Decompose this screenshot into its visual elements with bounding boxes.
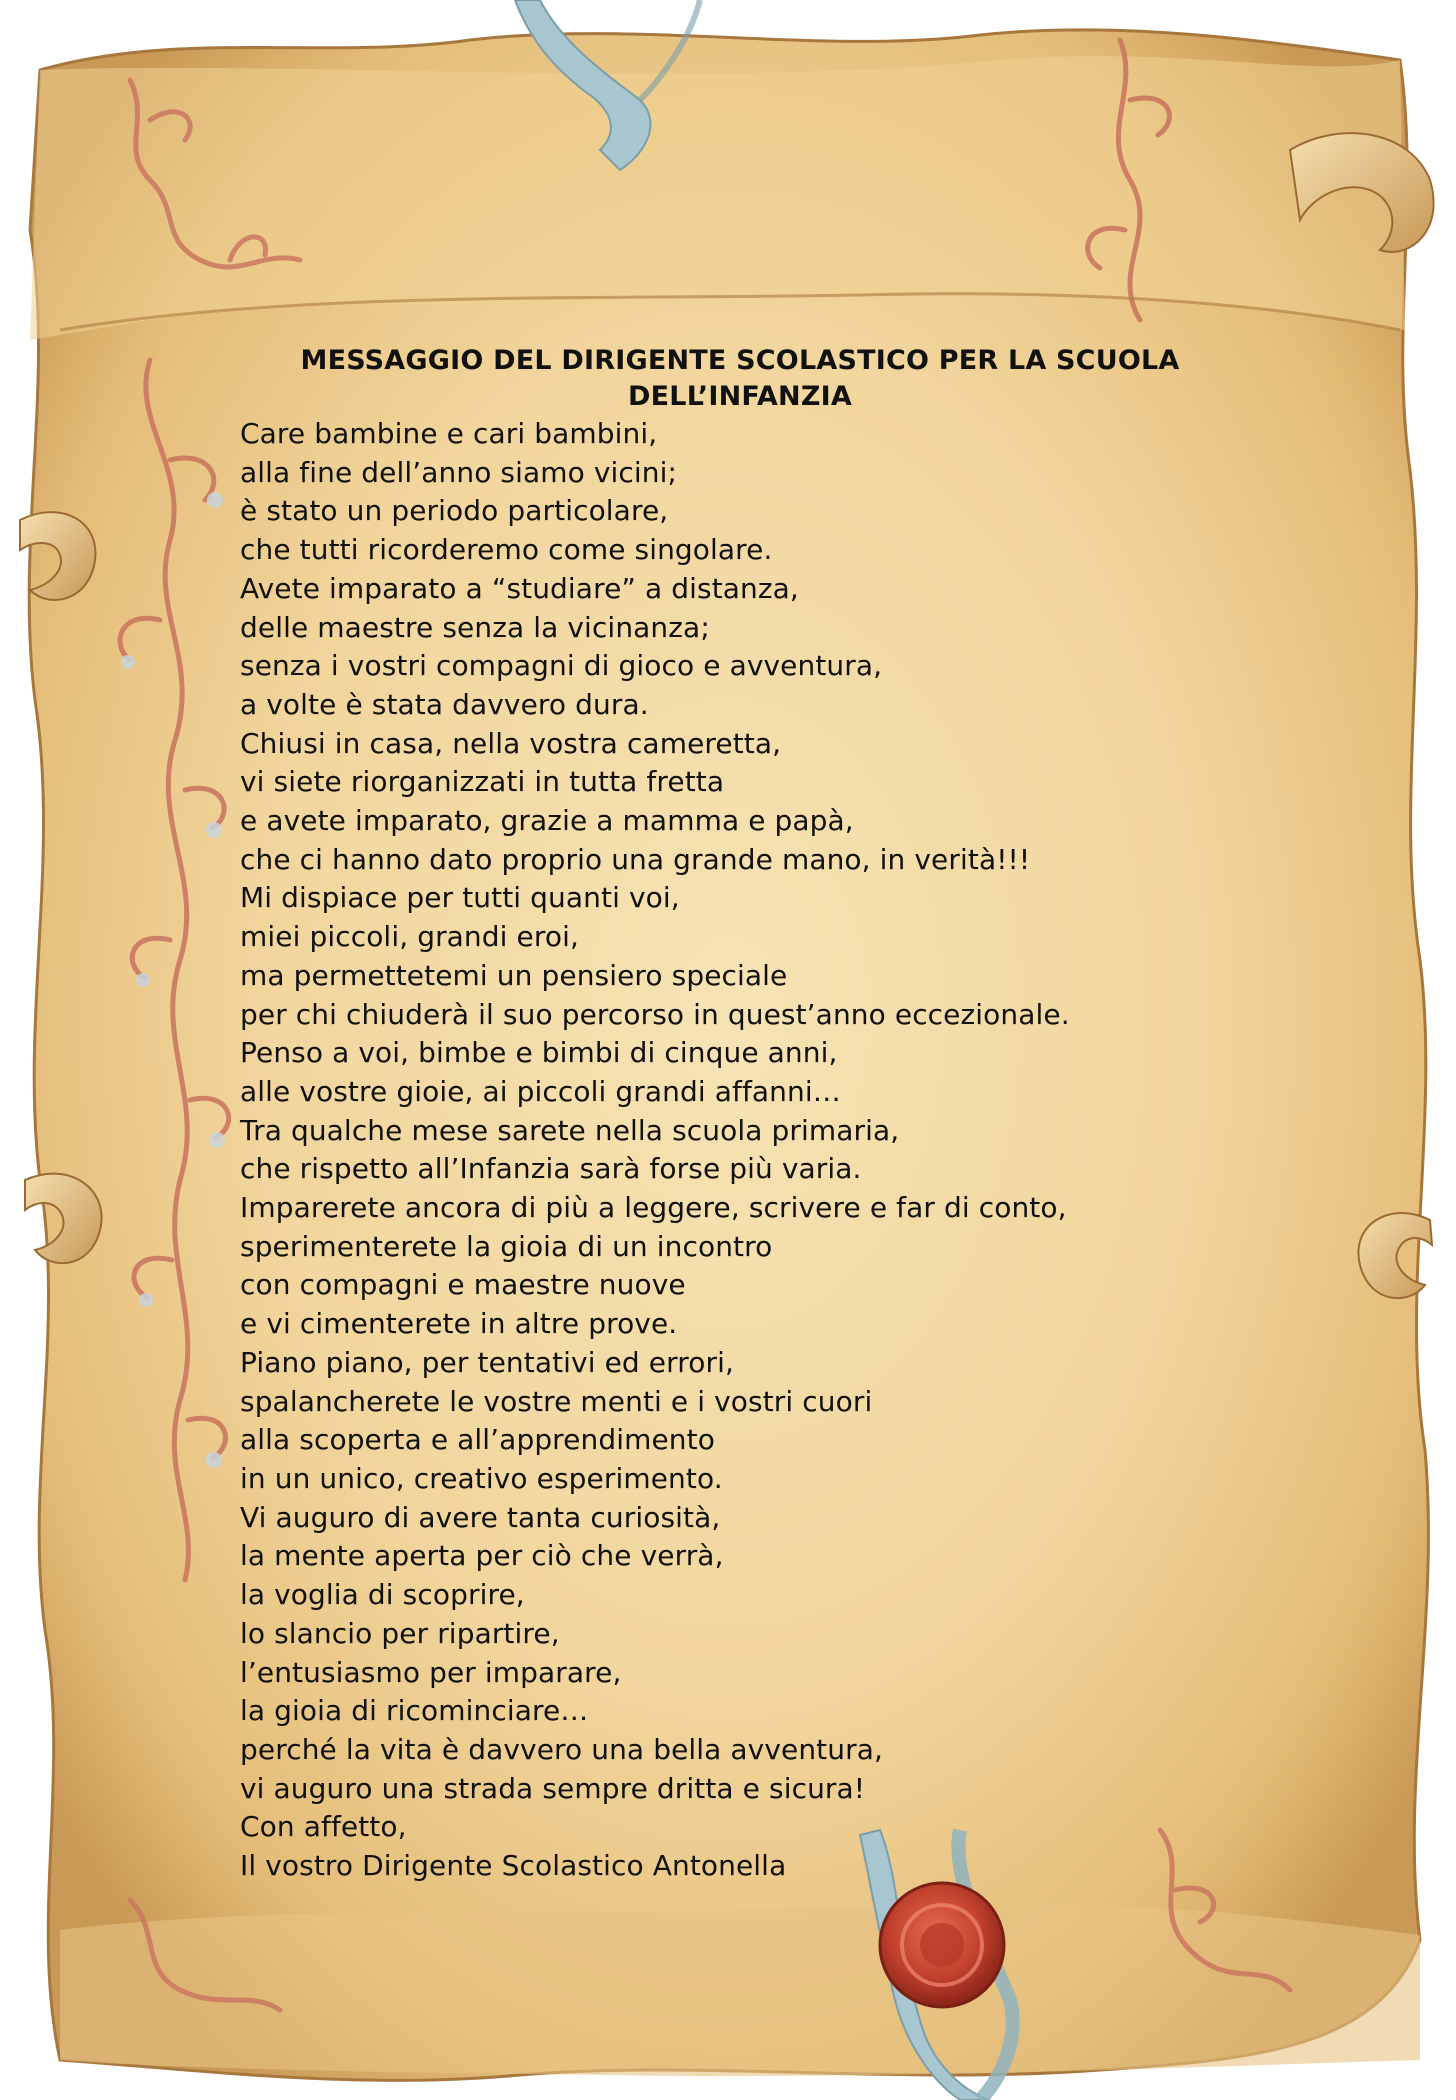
poem-line: Imparerete ancora di più a leggere, scrivere e far di conto,: [240, 1191, 1067, 1225]
poem-line: spalancherete le vostre menti e i vostri cuori: [240, 1384, 873, 1418]
poem-line: Il vostro Dirigente Scolastico Antonella: [240, 1849, 787, 1883]
poem-line: e vi cimenterete in altre prove.: [240, 1307, 678, 1341]
poem-line: Penso a voi, bimbe e bimbi di cinque anni,: [240, 1036, 838, 1070]
poem-line: perché la vita è davvero una bella avventura,: [240, 1732, 883, 1766]
poem: [240, 415, 1280, 1886]
poem-line: e avete imparato, grazie a mamma e papà,: [240, 804, 854, 838]
poem-line: l’entusiasmo per imparare,: [240, 1655, 622, 1689]
poem-line: vi auguro una strada sempre dritta e sicura!: [240, 1771, 866, 1805]
poem-line: alla fine dell’anno siamo vicini;: [240, 455, 678, 489]
poem-line: Chiusi in casa, nella vostra cameretta,: [240, 726, 782, 760]
poem-line: con compagni e maestre nuove: [240, 1268, 686, 1302]
poem-line: in un unico, creativo esperimento.: [240, 1461, 723, 1495]
message-title: [240, 343, 1240, 415]
poem-line: che tutti ricorderemo come singolare.: [240, 533, 773, 567]
right-curl: [1358, 1213, 1432, 1298]
poem-line: Vi auguro di avere tanta curiosità,: [240, 1500, 721, 1534]
poem-line: Tra qualche mese sarete nella scuola primaria,: [240, 1113, 900, 1147]
poem-line: Mi dispiace per tutti quanti voi,: [240, 881, 680, 915]
poem-line: a volte è stata davvero dura.: [240, 687, 649, 721]
poem-line: la gioia di ricominciare…: [240, 1694, 589, 1728]
poem-line: che ci hanno dato proprio una grande mano, in verità!!!: [240, 842, 1031, 876]
message-body: [240, 343, 1280, 1886]
poem-line: miei piccoli, grandi eroi,: [240, 920, 579, 954]
title-line: MESSAGGIO DEL DIRIGENTE SCOLASTICO PER LA SCUOLA: [300, 345, 1180, 376]
poem-line: alle vostre gioie, ai piccoli grandi affanni…: [240, 1074, 841, 1108]
bottom-roll: [60, 1903, 1420, 2076]
poem-line: la mente aperta per ciò che verrà,: [240, 1539, 724, 1573]
poem-line: ma permettetemi un pensiero speciale: [240, 958, 788, 992]
poem-line: vi siete riorganizzati in tutta fretta: [240, 765, 725, 799]
poem-line: la voglia di scoprire,: [240, 1578, 525, 1612]
poem-line: Avete imparato a “studiare” a distanza,: [240, 571, 799, 605]
poem-line: Care bambine e cari bambini,: [240, 417, 658, 450]
left-curl-lower: [25, 1174, 102, 1264]
poem-line: alla scoperta e all’apprendimento: [240, 1423, 715, 1457]
poem-line: che rispetto all’Infanzia sarà forse più varia.: [240, 1152, 862, 1186]
title-line: DELL’INFANZIA: [628, 381, 852, 412]
poem-line: Piano piano, per tentativi ed errori,: [240, 1345, 734, 1379]
poem-line: delle maestre senza la vicinanza;: [240, 610, 710, 644]
poem-line: Con affetto,: [240, 1810, 407, 1844]
poem-line: per chi chiuderà il suo percorso in quest’anno eccezionale.: [240, 997, 1070, 1031]
poem-line: senza i vostri compagni di gioco e avventura,: [240, 649, 883, 683]
poem-line: è stato un periodo particolare,: [240, 494, 669, 528]
poem-line: sperimenterete la gioia di un incontro: [240, 1229, 773, 1263]
poem-line: lo slancio per ripartire,: [240, 1616, 560, 1650]
